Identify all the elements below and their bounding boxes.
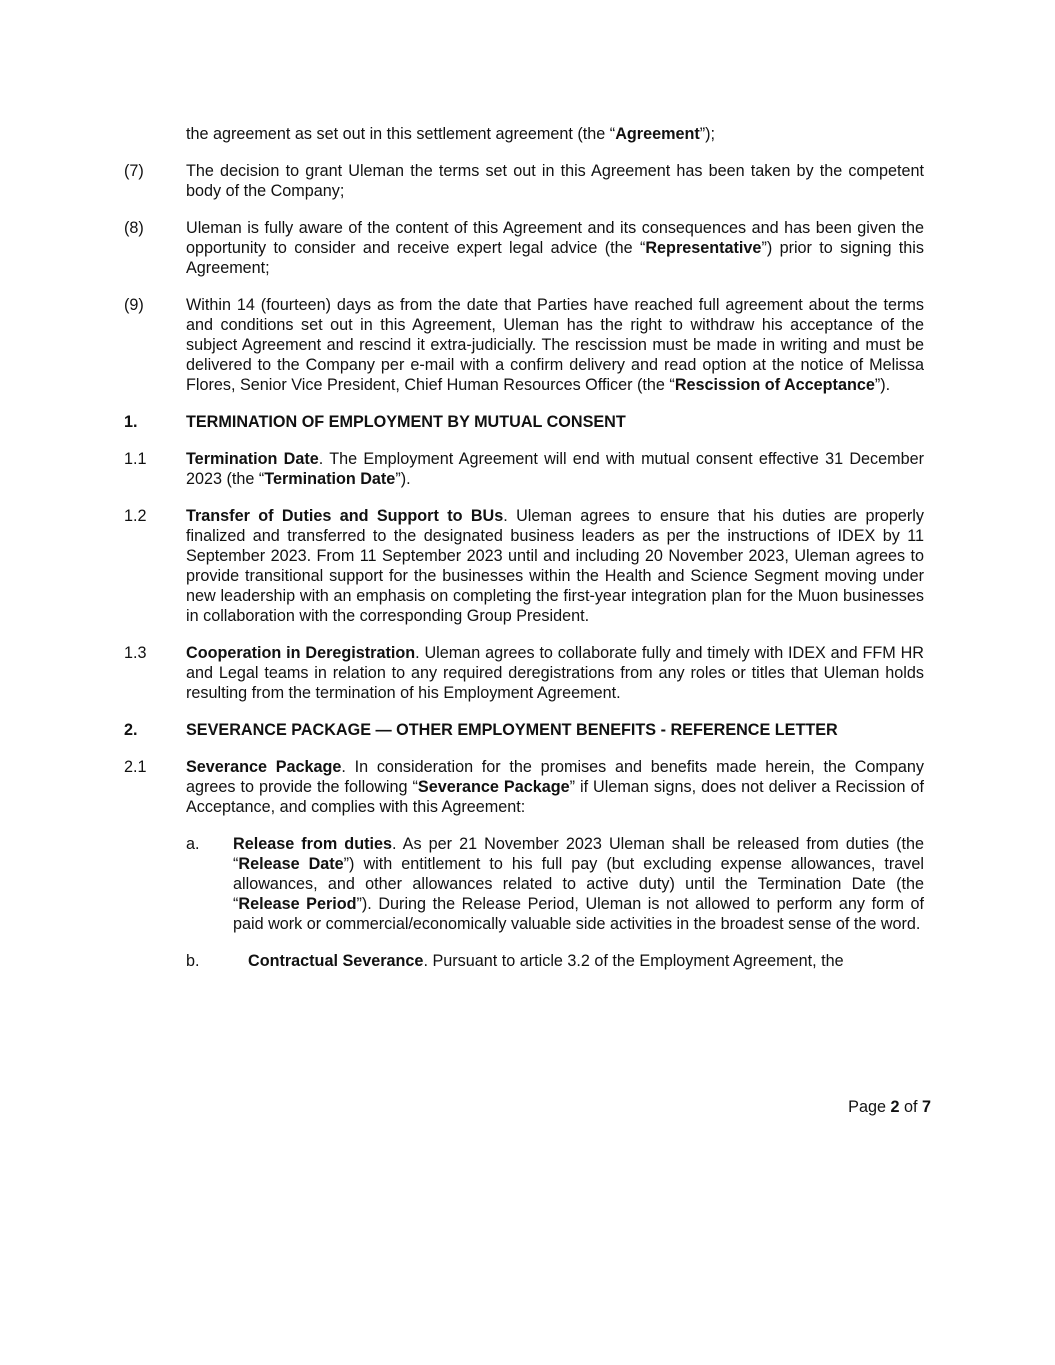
sub-clause-letter: b. <box>186 952 200 970</box>
recital-number: (8) <box>124 219 144 237</box>
sub-clause-letter: a. <box>186 835 200 853</box>
section-title: SEVERANCE PACKAGE — OTHER EMPLOYMENT BENEFITS - REFERENCE LETTER <box>186 721 838 739</box>
recital-text-content: Uleman is fully aware of the content of this Agreement and its consequences and has been given the opportunity to consider and receive expert legal advice (the “ <box>186 219 924 257</box>
clause-heading: Transfer of Duties and Support to BUs <box>186 507 504 525</box>
defined-term: Release Date <box>238 855 344 873</box>
clause-text-content: . The Employment Agreement will end with mutual consent effective 31 December 2023 (the “ <box>186 450 924 488</box>
sub-clause-heading: Release from duties <box>233 835 392 853</box>
clause-text-content: . Uleman agrees to ensure that his duties are properly finalized and transferred to the designated business leaders as per the instructions of IDEX by 11 September 2023. From 11 September 2023 until and including 20 November 2023, Uleman agrees to provide transitional support for the businesses within the Health and Science Segment moving under new leadership with an emphasis on completing the first-year integration plan for the Muon businesses in collaboration with the corresponding Group President. <box>186 507 924 625</box>
clause-number: 1.1 <box>124 450 147 468</box>
clause-text-end: ” if Uleman signs, does not deliver a Recission of Acceptance, and complies with this Agreement: <box>186 778 924 816</box>
document-body <box>124 124 924 988</box>
defined-term: Release Period <box>238 895 357 913</box>
clause-text-content: . In consideration for the promises and benefits made herein, the Company agrees to provide the following “ <box>186 758 924 796</box>
recital-number: (7) <box>124 162 144 180</box>
clause-text <box>186 449 924 489</box>
clause-number: 2.1 <box>124 758 147 776</box>
section-1-heading <box>124 412 924 432</box>
sub-clause-heading: Contractual Severance <box>248 952 424 970</box>
clause-text <box>186 643 924 703</box>
page-number: 2 <box>890 1098 900 1116</box>
clause-number: 1.2 <box>124 507 147 525</box>
defined-term: Agreement <box>615 125 700 143</box>
page-of-label: of <box>903 1098 918 1116</box>
recital-9 <box>124 295 924 395</box>
clause-text-end: ”). <box>395 470 411 488</box>
sub-clause-text <box>233 834 924 934</box>
clause-text <box>186 757 924 817</box>
defined-term: Rescission of Acceptance <box>674 376 875 394</box>
page-footer <box>700 1097 931 1117</box>
sub-clause-text-part-2: ”) with entitlement to his full pay (but excluding expense allowances, travel allowances, and other allowances related to active duty) until the Termination Date (the “ <box>233 855 924 913</box>
sub-clause-b <box>186 951 924 971</box>
recital-8 <box>124 218 924 278</box>
clause-heading: Cooperation in Deregistration <box>186 644 416 662</box>
sub-clause-text-part-1: . As per 21 November 2023 Uleman shall be released from duties (the “ <box>233 835 924 873</box>
defined-term: Representative <box>645 239 762 257</box>
section-number: 2. <box>124 721 138 739</box>
page-label: Page <box>848 1098 886 1116</box>
recital-text-content: Within 14 (fourteen) days as from the date that Parties have reached full agreement about the terms and conditions set out in this Agreement, Uleman has the right to withdraw his acceptance of the subject Agreement and rescind it extra-judicially. The rescission must be made in writing and must be delivered to the Company per e-mail with a confirm delivery and read option at the notice of Melissa Flores, Senior Vice President, Chief Human Resources Officer (the “ <box>186 296 924 394</box>
section-number: 1. <box>124 413 138 431</box>
sub-clause-a <box>186 834 924 934</box>
sub-clause-text-content: . Pursuant to article 3.2 of the Employment Agreement, the <box>423 952 844 970</box>
section-title: TERMINATION OF EMPLOYMENT BY MUTUAL CONSENT <box>186 413 626 431</box>
defined-term: Severance Package <box>417 778 570 796</box>
recital-text-end: ”). <box>874 376 891 394</box>
intro-text-end: ”); <box>699 125 716 143</box>
recital-text <box>186 295 924 395</box>
recital-text <box>186 161 924 201</box>
sub-clause-text-part-3: ”). During the Release Period, Uleman is not allowed to perform any form of paid work or commercial/economically valuable side activities in the broadest sense of the word. <box>233 895 924 933</box>
clause-2-1 <box>124 757 924 817</box>
intro-paragraph <box>186 124 924 144</box>
clause-text-content: . Uleman agrees to collaborate fully and timely with IDEX and FFM HR and Legal teams in relation to any required deregistrations from any roles or titles that Uleman holds resulting from the termination of his Employment Agreement. <box>186 644 924 702</box>
clause-heading: Severance Package <box>186 758 342 776</box>
clause-text <box>186 506 924 626</box>
intro-text: the agreement as set out in this settlement agreement (the “ <box>186 125 616 143</box>
clause-1-1 <box>124 449 924 489</box>
recital-7 <box>124 161 924 201</box>
recital-number: (9) <box>124 296 144 314</box>
clause-1-2 <box>124 506 924 626</box>
page-total: 7 <box>921 1098 931 1116</box>
recital-text <box>186 218 924 278</box>
recital-text-end: ”) prior to signing this Agreement; <box>186 239 924 277</box>
clause-number: 1.3 <box>124 644 147 662</box>
section-2-heading <box>124 720 924 740</box>
sub-clause-text <box>248 951 924 971</box>
clause-heading: Termination Date <box>186 450 319 468</box>
recital-text-content: The decision to grant Uleman the terms set out in this Agreement has been taken by the competent body of the Company; <box>186 162 924 200</box>
defined-term: Termination Date <box>264 470 396 488</box>
clause-1-3 <box>124 643 924 703</box>
